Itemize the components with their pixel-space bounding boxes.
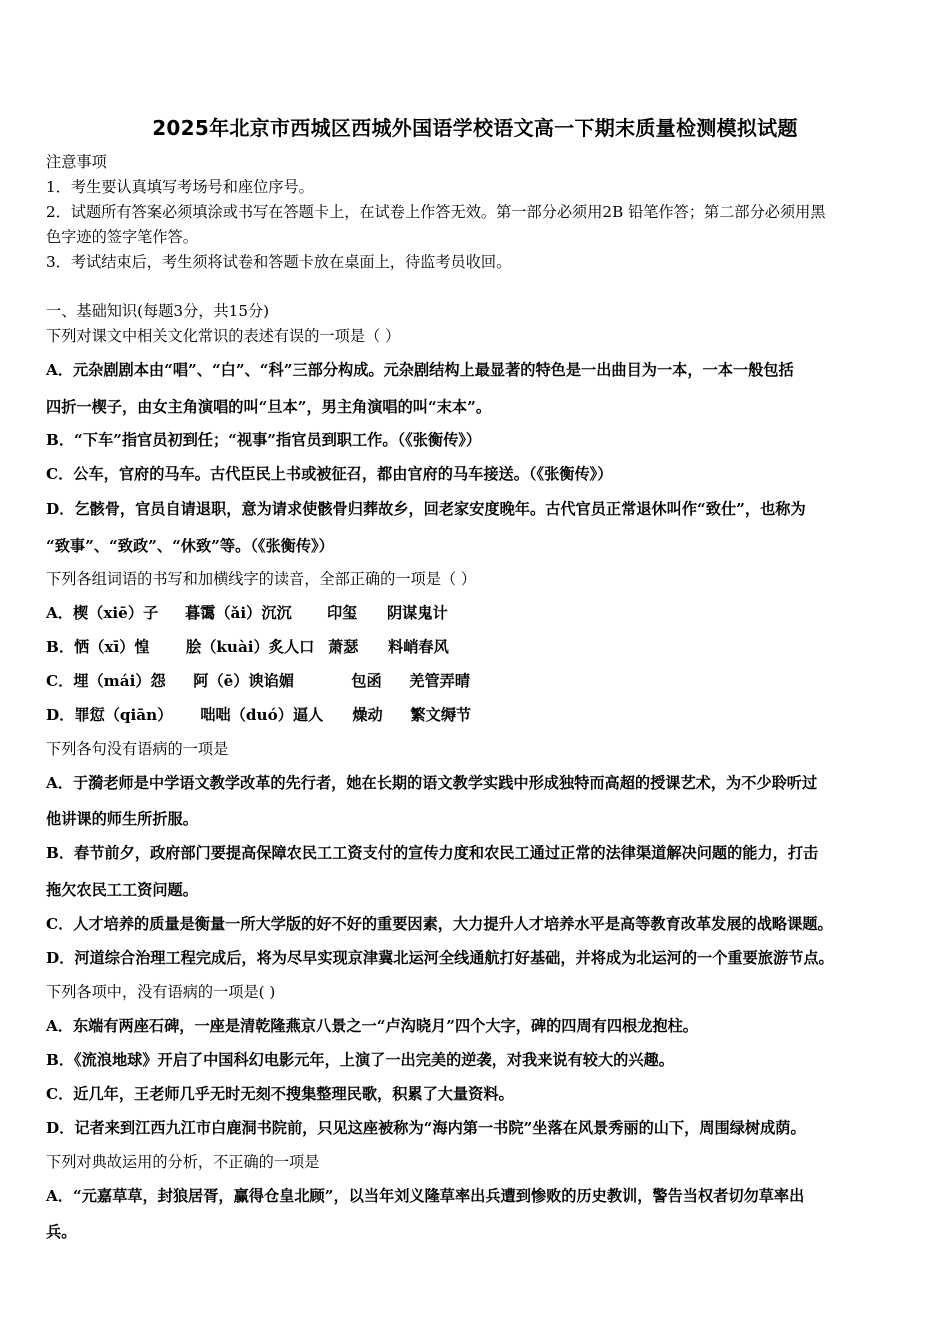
option-word: 繁文缛节 bbox=[410, 706, 472, 724]
option-row bbox=[46, 705, 911, 725]
question-stem: 下列各组词语的书写和加横线字的读音，全部正确的一项是（ ） bbox=[46, 570, 477, 588]
option-word: 包函 bbox=[351, 672, 382, 690]
option-row bbox=[46, 603, 911, 623]
notice-item: 2．试题所有答案必须填涂或书写在答题卡上，在试卷上作答无效。第一部分必须用2B 铅笔作答；第二部分必须用黑 bbox=[46, 203, 826, 221]
option-a: A．“元嘉草草，封狼居胥，赢得仓皇北顾”，以当年刘义隆草率出兵遭到惨败的历史教训，警告当权者切勿草率出 bbox=[46, 1187, 805, 1205]
option-word: 楔（xiē）子 bbox=[72, 604, 159, 622]
option-label: D． bbox=[46, 706, 75, 724]
option-label: A． bbox=[46, 604, 73, 622]
option-word: 萧瑟 bbox=[328, 638, 359, 656]
option-d: D．乞骸骨，官员自请退职，意为请求使骸骨归葬故乡，回老家安度晚年。古代官员正常退休叫作“致仕”，也称为 bbox=[46, 500, 806, 518]
option-a-cont: 四折一楔子，由女主角演唱的叫“旦本”，男主角演唱的叫“末本”。 bbox=[46, 398, 492, 416]
question-stem: 下列各项中，没有语病的一项是( ) bbox=[46, 983, 276, 1001]
option-row bbox=[46, 671, 911, 691]
option-c: C．公车，官府的马车。古代臣民上书或被征召，都由官府的马车接送。（《张衡传》） bbox=[46, 465, 613, 483]
option-word: 暮霭（ǎi）沉沉 bbox=[184, 604, 292, 622]
option-word: 埋（mái）怨 bbox=[73, 672, 166, 690]
notice-item: 色字迹的签字笔作答。 bbox=[46, 228, 198, 246]
option-c: C．人才培养的质量是衡量一所大学版的好不好的重要因素，大力提升人才培养水平是高等教育改革发展的战略课题。 bbox=[46, 915, 833, 933]
option-word: 羌管弄晴 bbox=[409, 672, 471, 690]
option-label: C． bbox=[46, 672, 74, 690]
option-word: 恓（xī）惶 bbox=[74, 638, 150, 656]
option-a: A．元杂剧剧本由“唱”、“白”、“科”三部分构成。元杂剧结构上最显著的特色是一出曲目为一本，一本一般包括 bbox=[46, 361, 794, 379]
option-word: 罪愆（qiān） bbox=[74, 706, 173, 724]
page-title: 2025年北京市西城区西城外国语学校语文高一下期末质量检测模拟试题 bbox=[152, 116, 798, 140]
option-word: 料峭春风 bbox=[388, 638, 449, 656]
notice-item: 1．考生要认真填写考场号和座位序号。 bbox=[46, 178, 314, 196]
notice-item: 3．考试结束后，考生须将试卷和答题卡放在桌面上，待监考员收回。 bbox=[46, 253, 512, 271]
notice-heading: 注意事项 bbox=[46, 153, 107, 171]
question-stem: 下列对课文中相关文化常识的表述有误的一项是（ ） bbox=[46, 327, 401, 345]
option-word: 印玺 bbox=[326, 604, 358, 622]
section-heading: 一、基础知识(每题3分，共15分) bbox=[46, 302, 270, 320]
option-a-cont: 他讲课的师生所折服。 bbox=[46, 810, 198, 828]
option-a-cont: 兵。 bbox=[46, 1223, 77, 1241]
option-b: B．春节前夕，政府部门要提高保障农民工工资支付的宣传力度和农民工通过正常的法律渠道解决问题的能力，打击 bbox=[46, 844, 819, 862]
option-a: A．东端有两座石碑，一座是清乾隆燕京八景之一“卢沟晓月”四个大字，碑的四周有四根龙抱柱。 bbox=[46, 1017, 698, 1035]
option-label: B． bbox=[46, 638, 75, 656]
option-b-cont: 拖欠农民工工资问题。 bbox=[46, 881, 198, 899]
option-b: B．“下车”指官员初到任；“视事”指官员到职工作。（《张衡传》） bbox=[46, 431, 482, 449]
option-word: 阿（ē）谀谄媚 bbox=[193, 672, 295, 690]
option-d: D．河道综合治理工程完成后，将为尽早实现京津冀北运河全线通航打好基础，并将成为北运河的一个重要旅游节点。 bbox=[46, 949, 834, 967]
option-word: 燥动 bbox=[352, 706, 383, 724]
option-c: C．近几年，王老师几乎无时无刻不搜集整理民歌，积累了大量资料。 bbox=[46, 1085, 514, 1103]
option-word: 咄咄（duó）逼人 bbox=[200, 706, 324, 724]
option-word: 阴谋鬼计 bbox=[386, 604, 448, 622]
option-d: D．记者来到江西九江市白鹿洞书院前，只见这座被称为“海内第一书院”坐落在风景秀丽的山下，周围绿树成荫。 bbox=[46, 1119, 806, 1137]
option-a: A．于漪老师是中学语文教学改革的先行者，她在长期的语文教学实践中形成独特而高超的授课艺术，为不少聆听过 bbox=[46, 774, 818, 792]
option-word: 脍（kuài）炙人口 bbox=[186, 638, 315, 656]
option-row bbox=[46, 637, 911, 657]
option-d-cont: “致事”、“致政”、“休致”等。（《张衡传》） bbox=[46, 537, 334, 555]
question-stem: 下列对典故运用的分析，不正确的一项是 bbox=[46, 1153, 320, 1171]
option-b: B．《流浪地球》开启了中国科幻电影元年，上演了一出完美的逆袭，对我来说有较大的兴趣。 bbox=[46, 1051, 674, 1069]
question-stem: 下列各句没有语病的一项是 bbox=[46, 740, 229, 758]
